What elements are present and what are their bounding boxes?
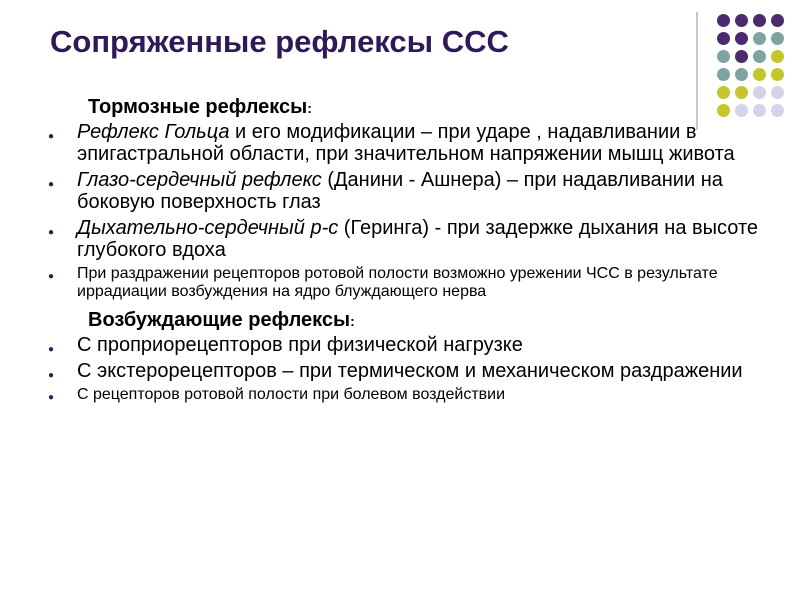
bullet-icon: ● [48,227,55,238]
item-text: При раздражении рецепторов ротовой полости возможно урежении ЧСС в результате иррадиации возбуждения на ядро блуждающего нерва [77,265,718,300]
item-text: С рецепторов ротовой полости при болевом воздействии [77,386,506,403]
heading-text: Тормозные рефлексы [88,96,308,118]
decorative-dot [735,68,748,81]
decorative-dot [771,68,784,81]
section-heading-inhibitory [48,96,768,119]
bullet-icon: ● [48,344,55,355]
decorative-dot [771,14,784,27]
list-item-proprioceptors [48,334,768,356]
bullet-icon: ● [48,392,55,403]
decorative-dot [771,32,784,45]
heading-colon: : [307,100,312,116]
item-text: (Геринга) - при задержке дыхания на высоте глубокого вдоха [77,217,758,261]
decorative-dot [717,32,730,45]
decorative-dot [771,86,784,99]
bullet-icon: ● [48,131,55,142]
item-text: (Данини - Ашнера) – при надавливании на боковую поверхность глаз [77,169,723,213]
list-item-oral-pain [48,386,768,404]
decorative-dot [717,50,730,63]
bullet-icon: ● [48,271,55,282]
list-item-respiratory-cardiac [48,217,768,261]
item-emphasis: Дыхательно-сердечный р-с [77,217,339,239]
item-emphasis: Рефлекс Гольца [77,121,230,143]
slide-content [48,96,768,407]
item-text: С проприорецепторов при физической нагрузке [77,334,523,356]
decorative-dot [717,68,730,81]
item-text: и его модификации – при ударе , надавливании в эпигастральной области, при значительном напряжении мышц живота [77,121,735,165]
section-heading-excitatory [48,309,768,332]
decorative-dot [753,68,766,81]
decorative-dot [717,14,730,27]
item-emphasis: Глазо-сердечный рефлекс [77,169,322,191]
list-item-oculocardiac [48,169,768,213]
list-item-exteroceptors [48,360,768,382]
decorative-dot [753,50,766,63]
decorative-dot [771,104,784,117]
decorative-dot [735,32,748,45]
decorative-dot [735,50,748,63]
decorative-dot [771,50,784,63]
decorative-dot [753,32,766,45]
heading-colon: : [350,313,355,329]
decorative-dot [753,14,766,27]
bullet-icon: ● [48,370,55,381]
bullet-icon: ● [48,179,55,190]
decorative-dot [735,14,748,27]
heading-text: Возбуждающие рефлексы [88,309,351,331]
list-item-oral-receptors [48,265,768,301]
slide-title: Сопряженные рефлексы ССС [50,24,509,59]
list-item-goltz [48,121,768,165]
item-text: С экстерорецепторов – при термическом и механическом раздражении [77,360,743,382]
